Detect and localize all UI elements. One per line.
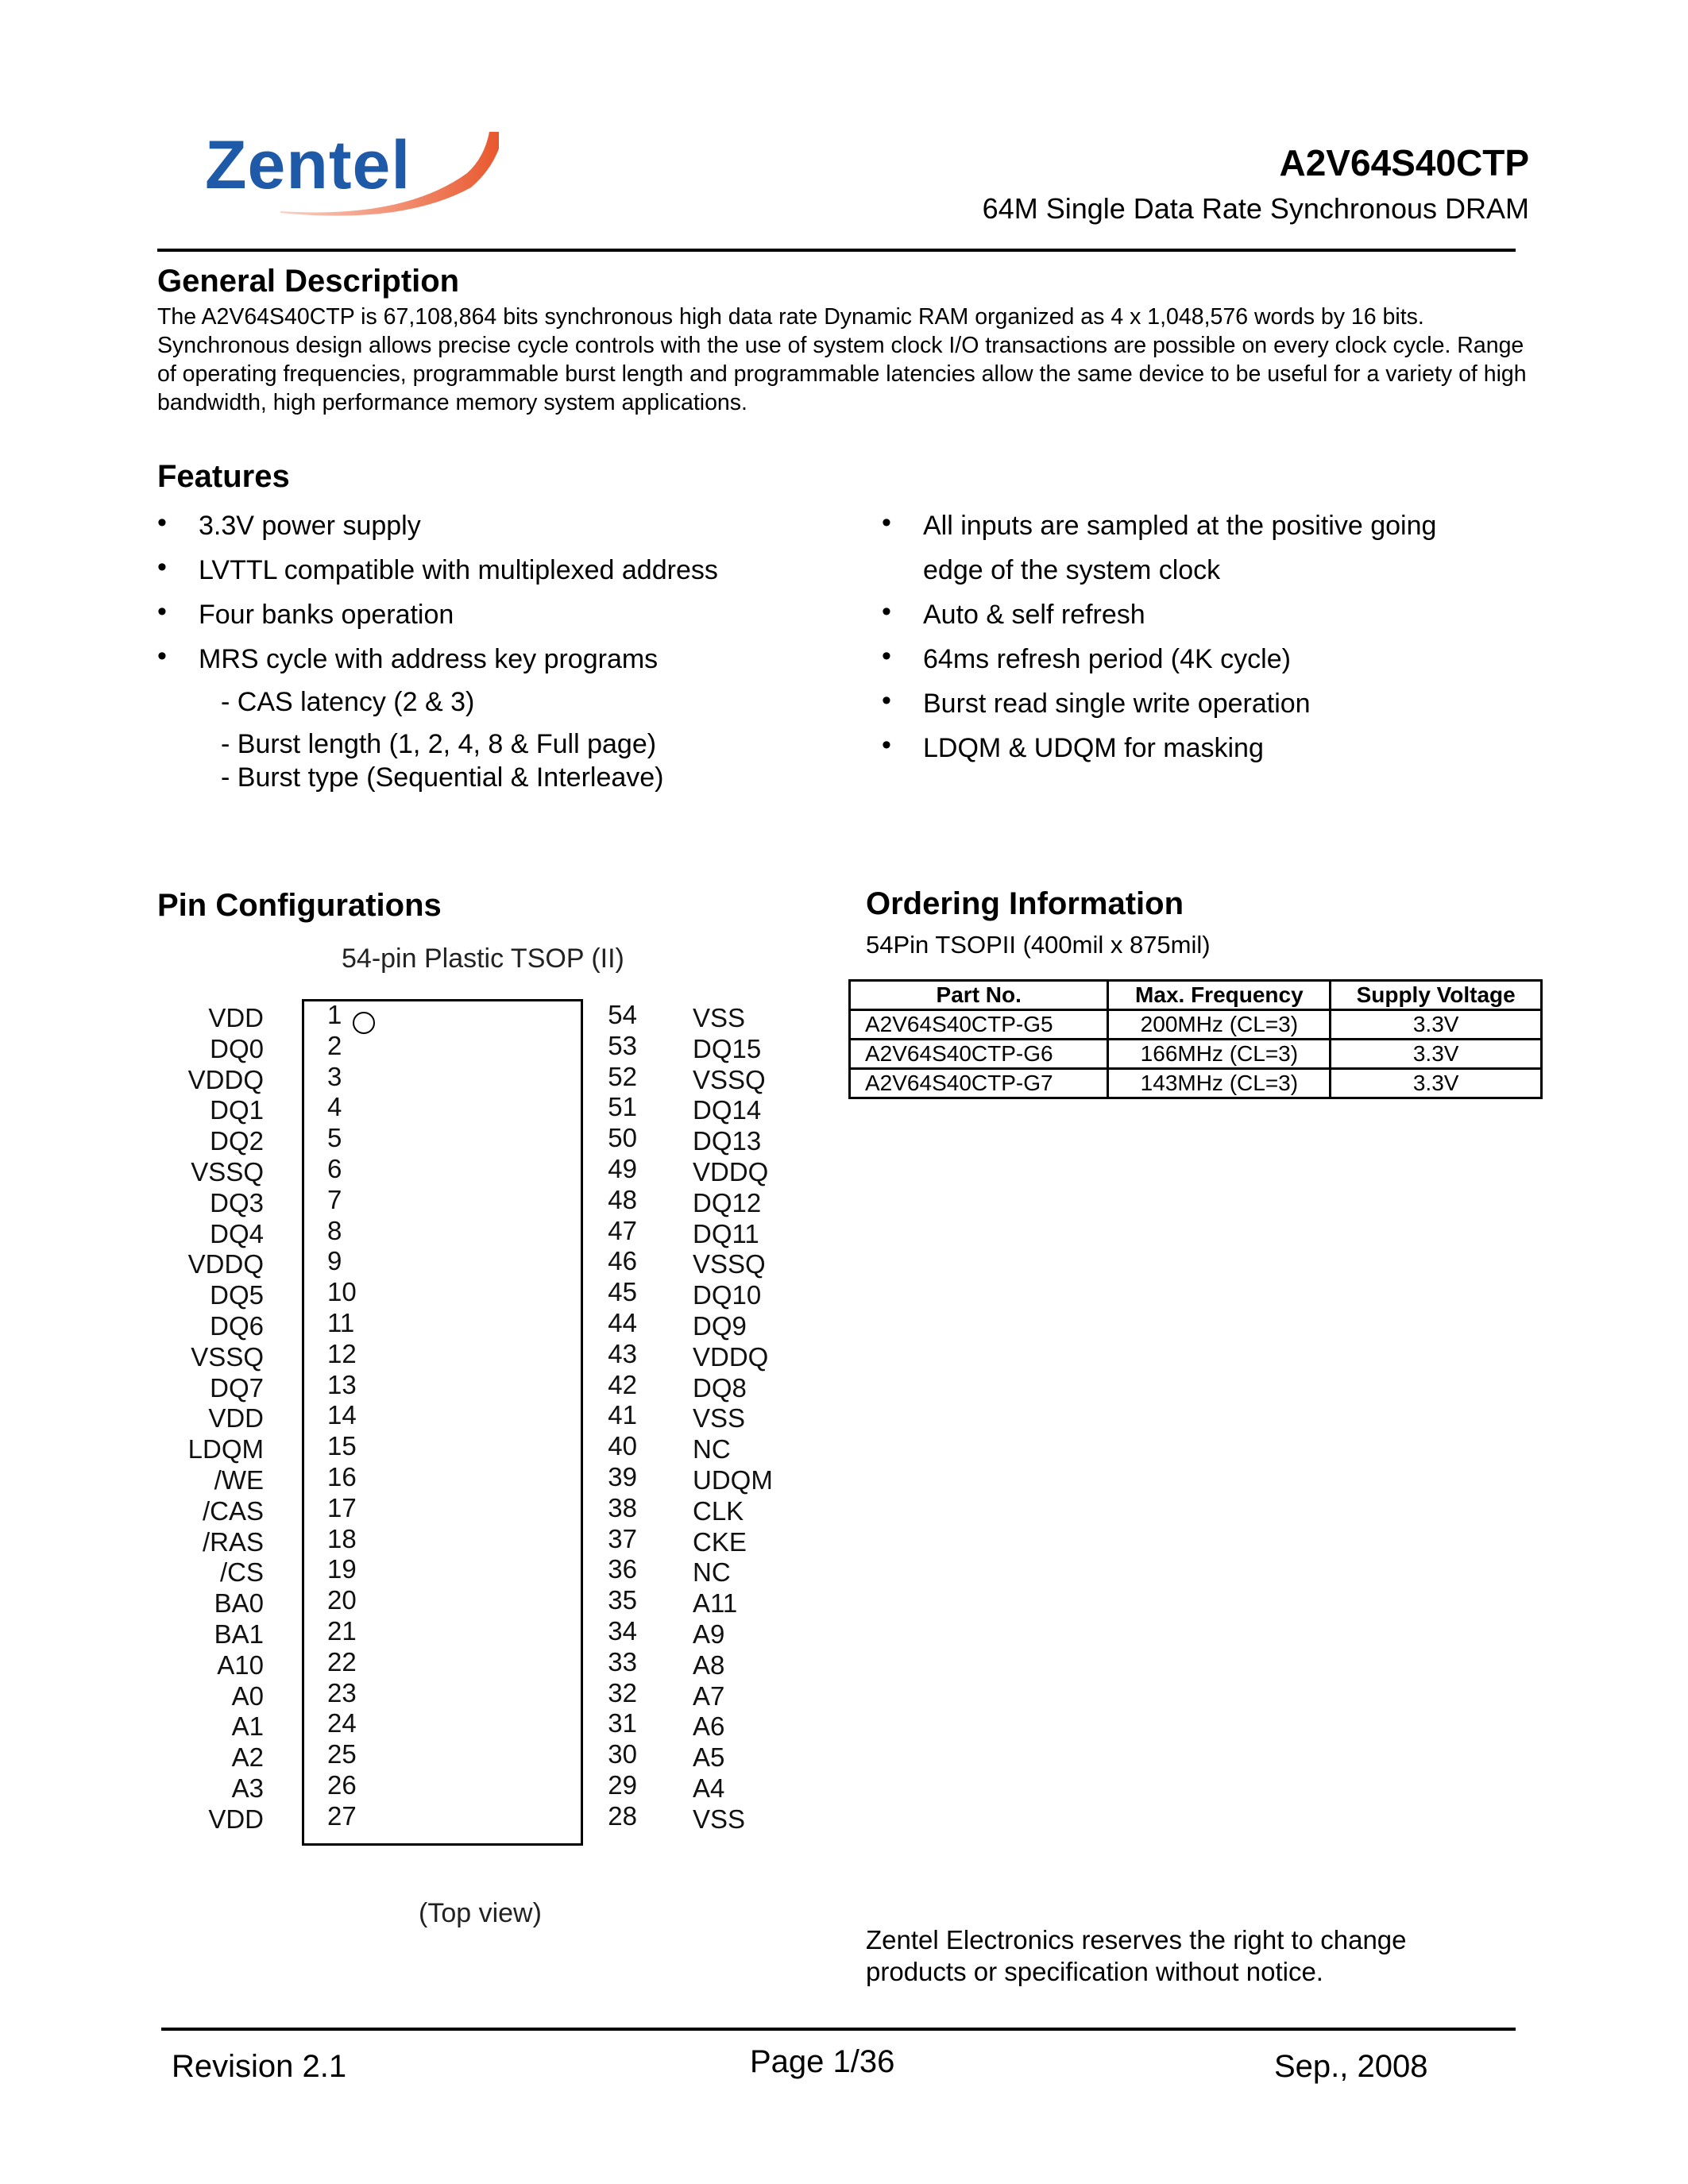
pin-number-left: 25 [327, 1739, 357, 1769]
pin-number-right: 51 [608, 1092, 637, 1121]
pin-name-right: A5 [693, 1742, 725, 1772]
pin-number-left: 10 [327, 1277, 357, 1306]
feature-sub-item: - Burst type (Sequential & Interleave) [221, 762, 664, 793]
pin-name-right: VSS [693, 1003, 746, 1032]
pin-number-right: 52 [608, 1062, 637, 1091]
features-right-list [882, 504, 1501, 770]
pin-number-left: 27 [327, 1801, 357, 1831]
pin-number-left: 15 [327, 1431, 357, 1461]
frequency-cell: 166MHz (CL=3) [1108, 1040, 1331, 1069]
pin-number-right: 35 [608, 1585, 637, 1615]
pin-number-right: 37 [608, 1524, 637, 1553]
pin-name-right: VSS [693, 1403, 746, 1433]
pin-number-right: 31 [608, 1708, 637, 1738]
pin-number-left: 26 [327, 1770, 357, 1800]
pin-name-right: UDQM [693, 1465, 773, 1495]
pin-name-left: A10 [217, 1650, 264, 1680]
pin-number-right: 48 [608, 1185, 637, 1214]
features-left-list [157, 504, 856, 681]
pin-name-right: DQ9 [693, 1311, 747, 1341]
pin-number-left: 20 [327, 1585, 357, 1615]
pin-name-right: NC [693, 1557, 731, 1587]
pin-number-left: 2 [327, 1031, 342, 1060]
pin-name-right: A9 [693, 1619, 725, 1649]
pin-name-right: NC [693, 1434, 731, 1464]
package-title: 54-pin Plastic TSOP (II) [342, 943, 624, 974]
pin-name-left: DQ1 [210, 1095, 264, 1125]
pin-number-right: 46 [608, 1246, 637, 1275]
pin-number-right: 38 [608, 1493, 637, 1522]
column-header: Part No. [850, 981, 1108, 1010]
pin-number-right: 40 [608, 1431, 637, 1461]
pin-name-left: VDDQ [187, 1249, 264, 1279]
pin-number-right: 39 [608, 1462, 637, 1491]
pin-name-left: DQ6 [210, 1311, 264, 1341]
pin-number-left: 8 [327, 1216, 342, 1245]
feature-item: • All inputs are sampled at the positive going edge of the system clock [882, 504, 1501, 592]
disclaimer-notice: Zentel Electronics reserves the right to change products or specification without notice. [866, 1925, 1407, 1986]
ordering-package: 54Pin TSOPII (400mil x 875mil) [866, 931, 1211, 959]
pin-number-left: 5 [327, 1123, 342, 1152]
pin-name-left: BA0 [214, 1588, 264, 1618]
part-number: A2V64S40CTP [1279, 142, 1529, 183]
pin-name-right: DQ13 [693, 1126, 762, 1156]
pin-name-left: DQ7 [210, 1373, 264, 1403]
table-header-row [850, 981, 1542, 1010]
pin-name-left: /CS [219, 1557, 264, 1587]
pin-number-left: 7 [327, 1185, 342, 1214]
part-number-cell: A2V64S40CTP-G7 [850, 1069, 1108, 1098]
part-number-cell: A2V64S40CTP-G5 [850, 1010, 1108, 1040]
zentel-logo [205, 125, 499, 221]
pin-number-right: 41 [608, 1400, 637, 1430]
pin-number-right: 50 [608, 1123, 637, 1152]
pin-number-left: 13 [327, 1370, 357, 1399]
pin-number-right: 49 [608, 1154, 637, 1183]
pin-number-right: 28 [608, 1801, 637, 1831]
pin-name-left: /RAS [202, 1527, 264, 1557]
pin-name-left: VDD [208, 1804, 264, 1834]
pin-number-right: 33 [608, 1647, 637, 1677]
pin-number-left: 16 [327, 1462, 357, 1491]
pin-number-left: 14 [327, 1400, 357, 1430]
feature-item: • 64ms refresh period (4K cycle) [882, 637, 1501, 681]
pin-number-right: 34 [608, 1616, 637, 1646]
pin-name-left: A0 [231, 1681, 264, 1711]
pin-name-right: DQ15 [693, 1034, 762, 1063]
feature-item: • LDQM & UDQM for masking [882, 726, 1501, 770]
footer-divider [161, 2028, 1516, 2031]
brand-name: Zentel [205, 127, 411, 203]
top-view-caption: (Top view) [419, 1898, 542, 1928]
pin-name-right: DQ14 [693, 1095, 762, 1125]
pin-name-left: LDQM [187, 1434, 264, 1464]
pin-name-left: /CAS [202, 1496, 264, 1526]
pin-name-right: VDDQ [693, 1157, 769, 1187]
pin-number-right: 45 [608, 1277, 637, 1306]
pin-number-right: 54 [608, 1000, 637, 1029]
revision-date: Sep., 2008 [1274, 2049, 1428, 2084]
header-divider [157, 249, 1516, 252]
revision-label: Revision 2.1 [172, 2049, 347, 2084]
ordering-table [848, 979, 1543, 1099]
document-subtitle: 64M Single Data Rate Synchronous DRAM [982, 192, 1529, 225]
features-heading: Features [157, 459, 290, 494]
pin-number-left: 24 [327, 1708, 357, 1738]
pin-name-left: DQ4 [210, 1219, 264, 1248]
table-row [850, 1010, 1542, 1040]
pin-configurations-heading: Pin Configurations [157, 888, 442, 923]
pin-name-left: VDD [208, 1003, 264, 1032]
pin-name-right: A7 [693, 1681, 725, 1711]
general-description-text: The A2V64S40CTP is 67,108,864 bits synchronous high data rate Dynamic RAM organized as 4 x 1,048,576 words by 16 bits. Synchronous design allows precise cycle controls with the use of system clock I/O transactions are possible on every clock cycle. Range of operating frequencies, programmable burst length and programmable latencies allow the same device to be useful for a variety of high bandwidth, high performance memory system applications. [157, 304, 1527, 415]
pin-name-right: DQ8 [693, 1373, 747, 1403]
pin-number-right: 43 [608, 1339, 637, 1368]
pin-name-left: /WE [214, 1465, 264, 1495]
pin-number-right: 32 [608, 1678, 637, 1707]
pin-number-left: 17 [327, 1493, 357, 1522]
feature-item: • MRS cycle with address key programs [157, 637, 856, 681]
pin-name-left: A1 [231, 1711, 264, 1741]
general-description-heading: General Description [157, 264, 460, 299]
table-row [850, 1069, 1542, 1098]
pin-number-left: 23 [327, 1678, 357, 1707]
pin-number-right: 42 [608, 1370, 637, 1399]
feature-item: • Auto & self refresh [882, 592, 1501, 637]
pin-name-left: BA1 [214, 1619, 264, 1649]
pin-name-right: A6 [693, 1711, 725, 1741]
pin-name-left: VDD [208, 1403, 264, 1433]
pin-name-right: VDDQ [693, 1342, 769, 1372]
mrs-sub-list [199, 680, 834, 791]
pin-name-left: A3 [231, 1773, 264, 1803]
pin-number-left: 19 [327, 1554, 357, 1584]
pin-name-left: DQ5 [210, 1280, 264, 1310]
feature-sub-item: - CAS latency (2 & 3) [221, 687, 475, 717]
feature-item: • LVTTL compatible with multiplexed address [157, 548, 856, 592]
pin-name-right: DQ11 [693, 1219, 759, 1248]
pin-name-left: DQ2 [210, 1126, 264, 1156]
pin-name-right: A11 [693, 1588, 738, 1618]
pin-number-right: 36 [608, 1554, 637, 1584]
column-header: Max. Frequency [1108, 981, 1331, 1010]
pin-name-left: VDDQ [187, 1065, 264, 1094]
pin-name-right: VSSQ [693, 1249, 766, 1279]
pin-name-left: DQ3 [210, 1188, 264, 1217]
pin-number-right: 44 [608, 1308, 637, 1337]
pin-name-right: DQ12 [693, 1188, 762, 1217]
pin-name-right: VSS [693, 1804, 746, 1834]
column-header: Supply Voltage [1331, 981, 1542, 1010]
voltage-cell: 3.3V [1331, 1069, 1542, 1098]
pin-number-left: 3 [327, 1062, 342, 1091]
voltage-cell: 3.3V [1331, 1040, 1542, 1069]
pin-name-right: A8 [693, 1650, 725, 1680]
page-number: Page 1/36 [750, 2044, 895, 2079]
pin-name-left: VSSQ [191, 1342, 264, 1372]
pin-number-right: 47 [608, 1216, 637, 1245]
pin-number-left: 22 [327, 1647, 357, 1677]
part-number-cell: A2V64S40CTP-G6 [850, 1040, 1108, 1069]
pin-name-right: CKE [693, 1527, 747, 1557]
pin-number-left: 4 [327, 1092, 342, 1121]
voltage-cell: 3.3V [1331, 1010, 1542, 1040]
frequency-cell: 200MHz (CL=3) [1108, 1010, 1331, 1040]
pin-number-right: 30 [608, 1739, 637, 1769]
frequency-cell: 143MHz (CL=3) [1108, 1069, 1331, 1098]
pin-name-right: VSSQ [693, 1065, 766, 1094]
pin-name-right: DQ10 [693, 1280, 762, 1310]
pin-name-left: DQ0 [210, 1034, 264, 1063]
pin-number-left: 12 [327, 1339, 357, 1368]
pin-name-right: A4 [693, 1773, 725, 1803]
pin-number-left: 1 [327, 1000, 342, 1029]
feature-item: • Burst read single write operation [882, 681, 1501, 726]
pin-number-right: 53 [608, 1031, 637, 1060]
table-row [850, 1040, 1542, 1069]
feature-item: • Four banks operation [157, 592, 856, 637]
pin-number-left: 21 [327, 1616, 357, 1646]
pin-name-right: CLK [693, 1496, 744, 1526]
feature-sub-item: - Burst length (1, 2, 4, 8 & Full page) [221, 729, 657, 759]
feature-item: • 3.3V power supply [157, 504, 856, 548]
pin-number-left: 18 [327, 1524, 357, 1553]
ordering-heading: Ordering Information [866, 886, 1184, 921]
pin-number-left: 6 [327, 1154, 342, 1183]
pin-name-left: A2 [231, 1742, 264, 1772]
pin-number-right: 29 [608, 1770, 637, 1800]
pin-number-left: 11 [327, 1308, 355, 1337]
pin-number-left: 9 [327, 1246, 342, 1275]
pin-name-left: VSSQ [191, 1157, 264, 1187]
